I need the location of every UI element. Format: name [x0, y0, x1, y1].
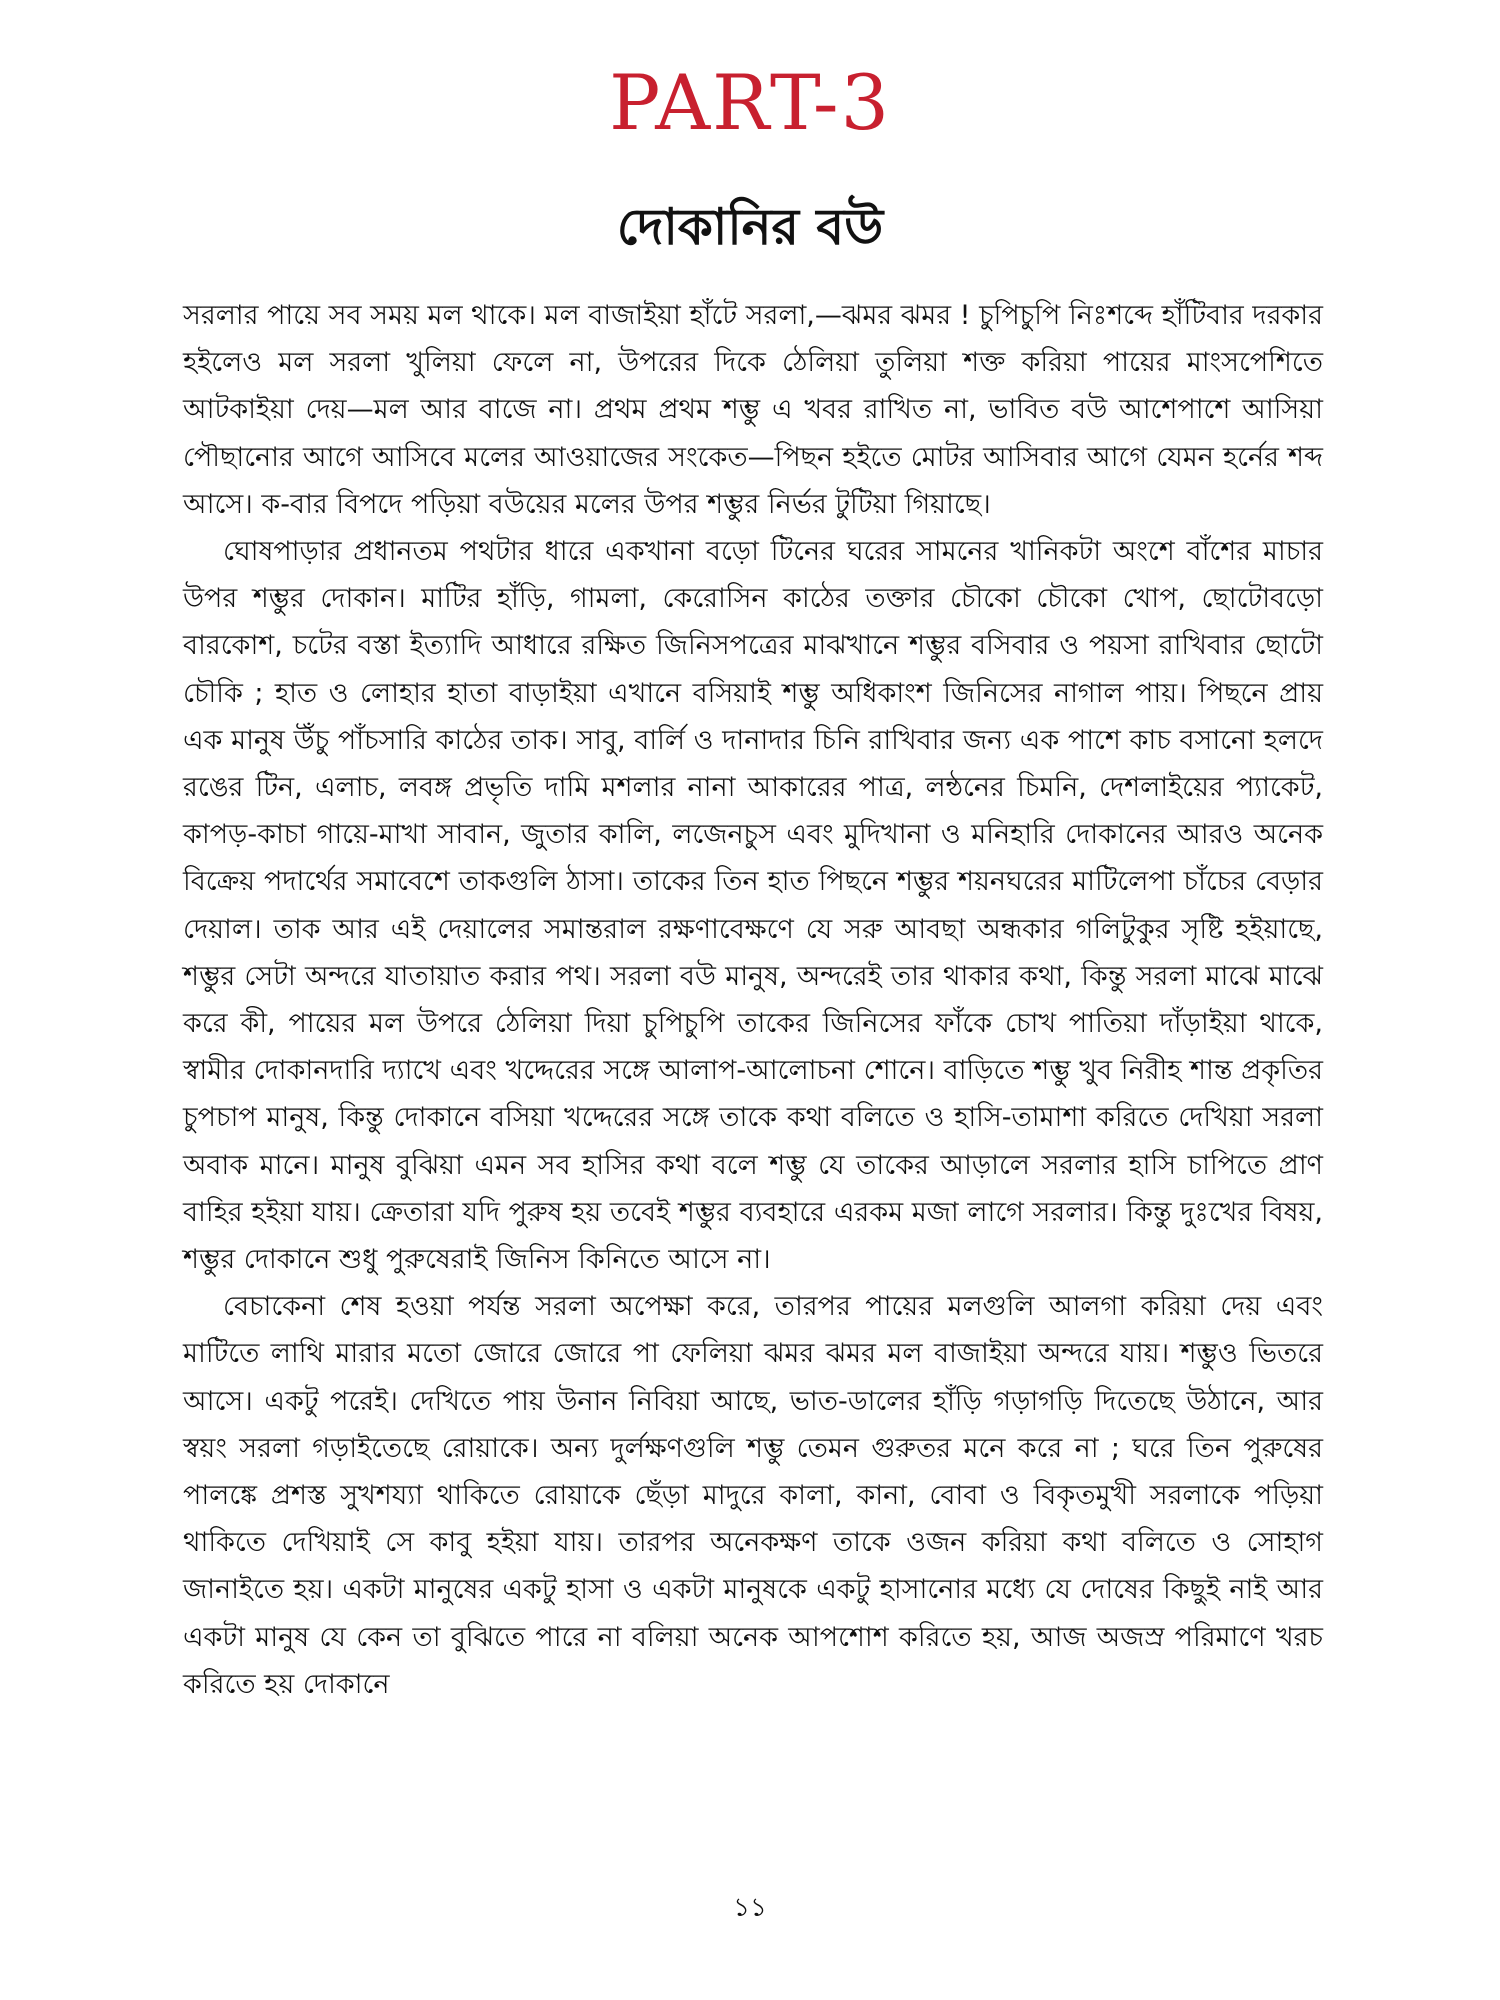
- story-title: দোকানির বউ: [616, 198, 884, 256]
- part-heading: PART-3: [609, 58, 891, 147]
- paragraph-2: ঘোষপাড়ার প্রধানতম পথটার ধারে একখানা বড়ো টিনের ঘরের সামনের খানিকটা অংশে বাঁশের মাচার উপর শম্ভুর দোকান। মাটির হাঁড়ি, গামলা, কেরোসিন কাঠের তক্তার চৌকো চৌকো খোপ, ছোটোবড়ো বারকোশ, চটের বস্তা ইত্যাদি আধারে রক্ষিত জিনিসপত্রের মাঝখানে শম্ভুর বসিবার ও পয়সা রাখিবার ছোটো চৌকি ; হাত ও লোহার হাতা বাড়াইয়া এখানে বসিয়াই শম্ভু অধিকাংশ জিনিসের নাগাল পায়। পিছনে প্রায় এক মানুষ উঁচু পাঁচসারি কাঠের তাক। সাবু, বার্লি ও দানাদার চিনি রাখিবার জন্য এক পাশে কাচ বসানো হলদে রঙের টিন, এলাচ, লবঙ্গ প্রভৃতি দামি মশলার নানা আকারের পাত্র, লন্ঠনের চিমনি, দেশলাইয়ের প্যাকেট, কাপড়-কাচা গায়ে-মাখা সাবান, জুতার কালি, লজেনচুস এবং মুদিখানা ও মনিহারি দোকানের আরও অনেক বিক্রেয় পদার্থের সমাবেশে তাকগুলি ঠাসা। তাকের তিন হাত পিছনে শম্ভুর শয়নঘরের মাটিলেপা চাঁচের বেড়ার দেয়াল। তাক আর এই দেয়ালের সমান্তরাল রক্ষণাবেক্ষণে যে সরু আবছা অন্ধকার গলিটুকুর সৃষ্টি হইয়াছে, শম্ভুর সেটা অন্দরে যাতায়াত করার পথ। সরলা বউ মানুষ, অন্দরেই তার থাকার কথা, কিন্তু সরলা মাঝে মাঝে করে কী, পায়ের মল উপরে ঠেলিয়া দিয়া চুপিচুপি তাকের জিনিসের ফাঁকে চোখ পাতিয়া দাঁড়াইয়া থাকে, স্বামীর দোকানদারি দ্যাখে এবং খদ্দেরের সঙ্গে আলাপ-আলোচনা শোনে। বাড়িতে শম্ভু খুব নিরীহ শান্ত প্রকৃতির চুপচাপ মানুষ, কিন্তু দোকানে বসিয়া খদ্দেরের সঙ্গে তাকে কথা বলিতে ও হাসি-তামাশা করিতে দেখিয়া সরলা অবাক মানে। মানুষ বুঝিয়া এমন সব হাসির কথা বলে শম্ভু যে তাকের আড়ালে সরলার হাসি চাপিতে প্রাণ বাহির হইয়া যায়। ক্রেতারা যদি পুরুষ হয় তবেই শম্ভুর ব্যবহারে এরকম মজা লাগে সরলার। কিন্তু দুঃখের বিষয়, শম্ভুর দোকানে শুধু পুরুষেরাই জিনিস কিনিতে আসে না।: [183, 536, 1323, 1276]
- paragraph-3: বেচাকেনা শেষ হওয়া পর্যন্ত সরলা অপেক্ষা করে, তারপর পায়ের মলগুলি আলগা করিয়া দেয় এবং মাটিতে লাথি মারার মতো জোরে জোরে পা ফেলিয়া ঝমর ঝমর মল বাজাইয়া অন্দরে যায়। শম্ভুও ভিতরে আসে। একটু পরেই। দেখিতে পায় উনান নিবিয়া আছে, ভাত-ডালের হাঁড়ি গড়াগড়ি দিতেছে উঠানে, আর স্বয়ং সরলা গড়াইতেছে রোয়াকে। অন্য দুর্লক্ষণগুলি শম্ভু তেমন গুরুতর মনে করে না ; ঘরে তিন পুরুষের পালঙ্কে প্রশস্ত সুখশয্যা থাকিতে রোয়াকে ছেঁড়া মাদুরে কালা, কানা, বোবা ও বিকৃতমুখী সরলাকে পড়িয়া থাকিতে দেখিয়াই সে কাবু হইয়া যায়। তারপর অনেকক্ষণ তাকে ওজন করিয়া কথা বলিতে ও সোহাগ জানাইতে হয়। একটা মানুষের একটু হাসা ও একটা মানুষকে একটু হাসানোর মধ্যে যে দোষের কিছুই নাই আর একটা মানুষ যে কেন তা বুঝিতে পারে না বলিয়া অনেক আপশোশ করিতে হয়, আজ অজস্র পরিমাণে খরচ করিতে হয় দোকানে: [183, 1291, 1323, 1700]
- story-body: [183, 292, 1323, 1708]
- page-number: ১১: [733, 1893, 767, 1923]
- paragraph-1: সরলার পায়ে সব সময় মল থাকে। মল বাজাইয়া হাঁটে সরলা,—ঝমর ঝমর ! চুপিচুপি নিঃশব্দে হাঁটিবার দরকার হইলেও মল সরলা খুলিয়া ফেলে না, উপরের দিকে ঠেলিয়া তুলিয়া শক্ত করিয়া পায়ের মাংসপেশিতে আটকাইয়া দেয়—মল আর বাজে না। প্রথম প্রথম শম্ভু এ খবর রাখিত না, ভাবিত বউ আশেপাশে আসিয়া পৌছানোর আগে আসিবে মলের আওয়াজের সংকেত—পিছন হইতে মোটর আসিবার আগে যেমন হর্নের শব্দ আসে। ক-বার বিপদে পড়িয়া বউয়ের মলের উপর শম্ভুর নির্ভর টুটিয়া গিয়াছে।: [183, 300, 1323, 520]
